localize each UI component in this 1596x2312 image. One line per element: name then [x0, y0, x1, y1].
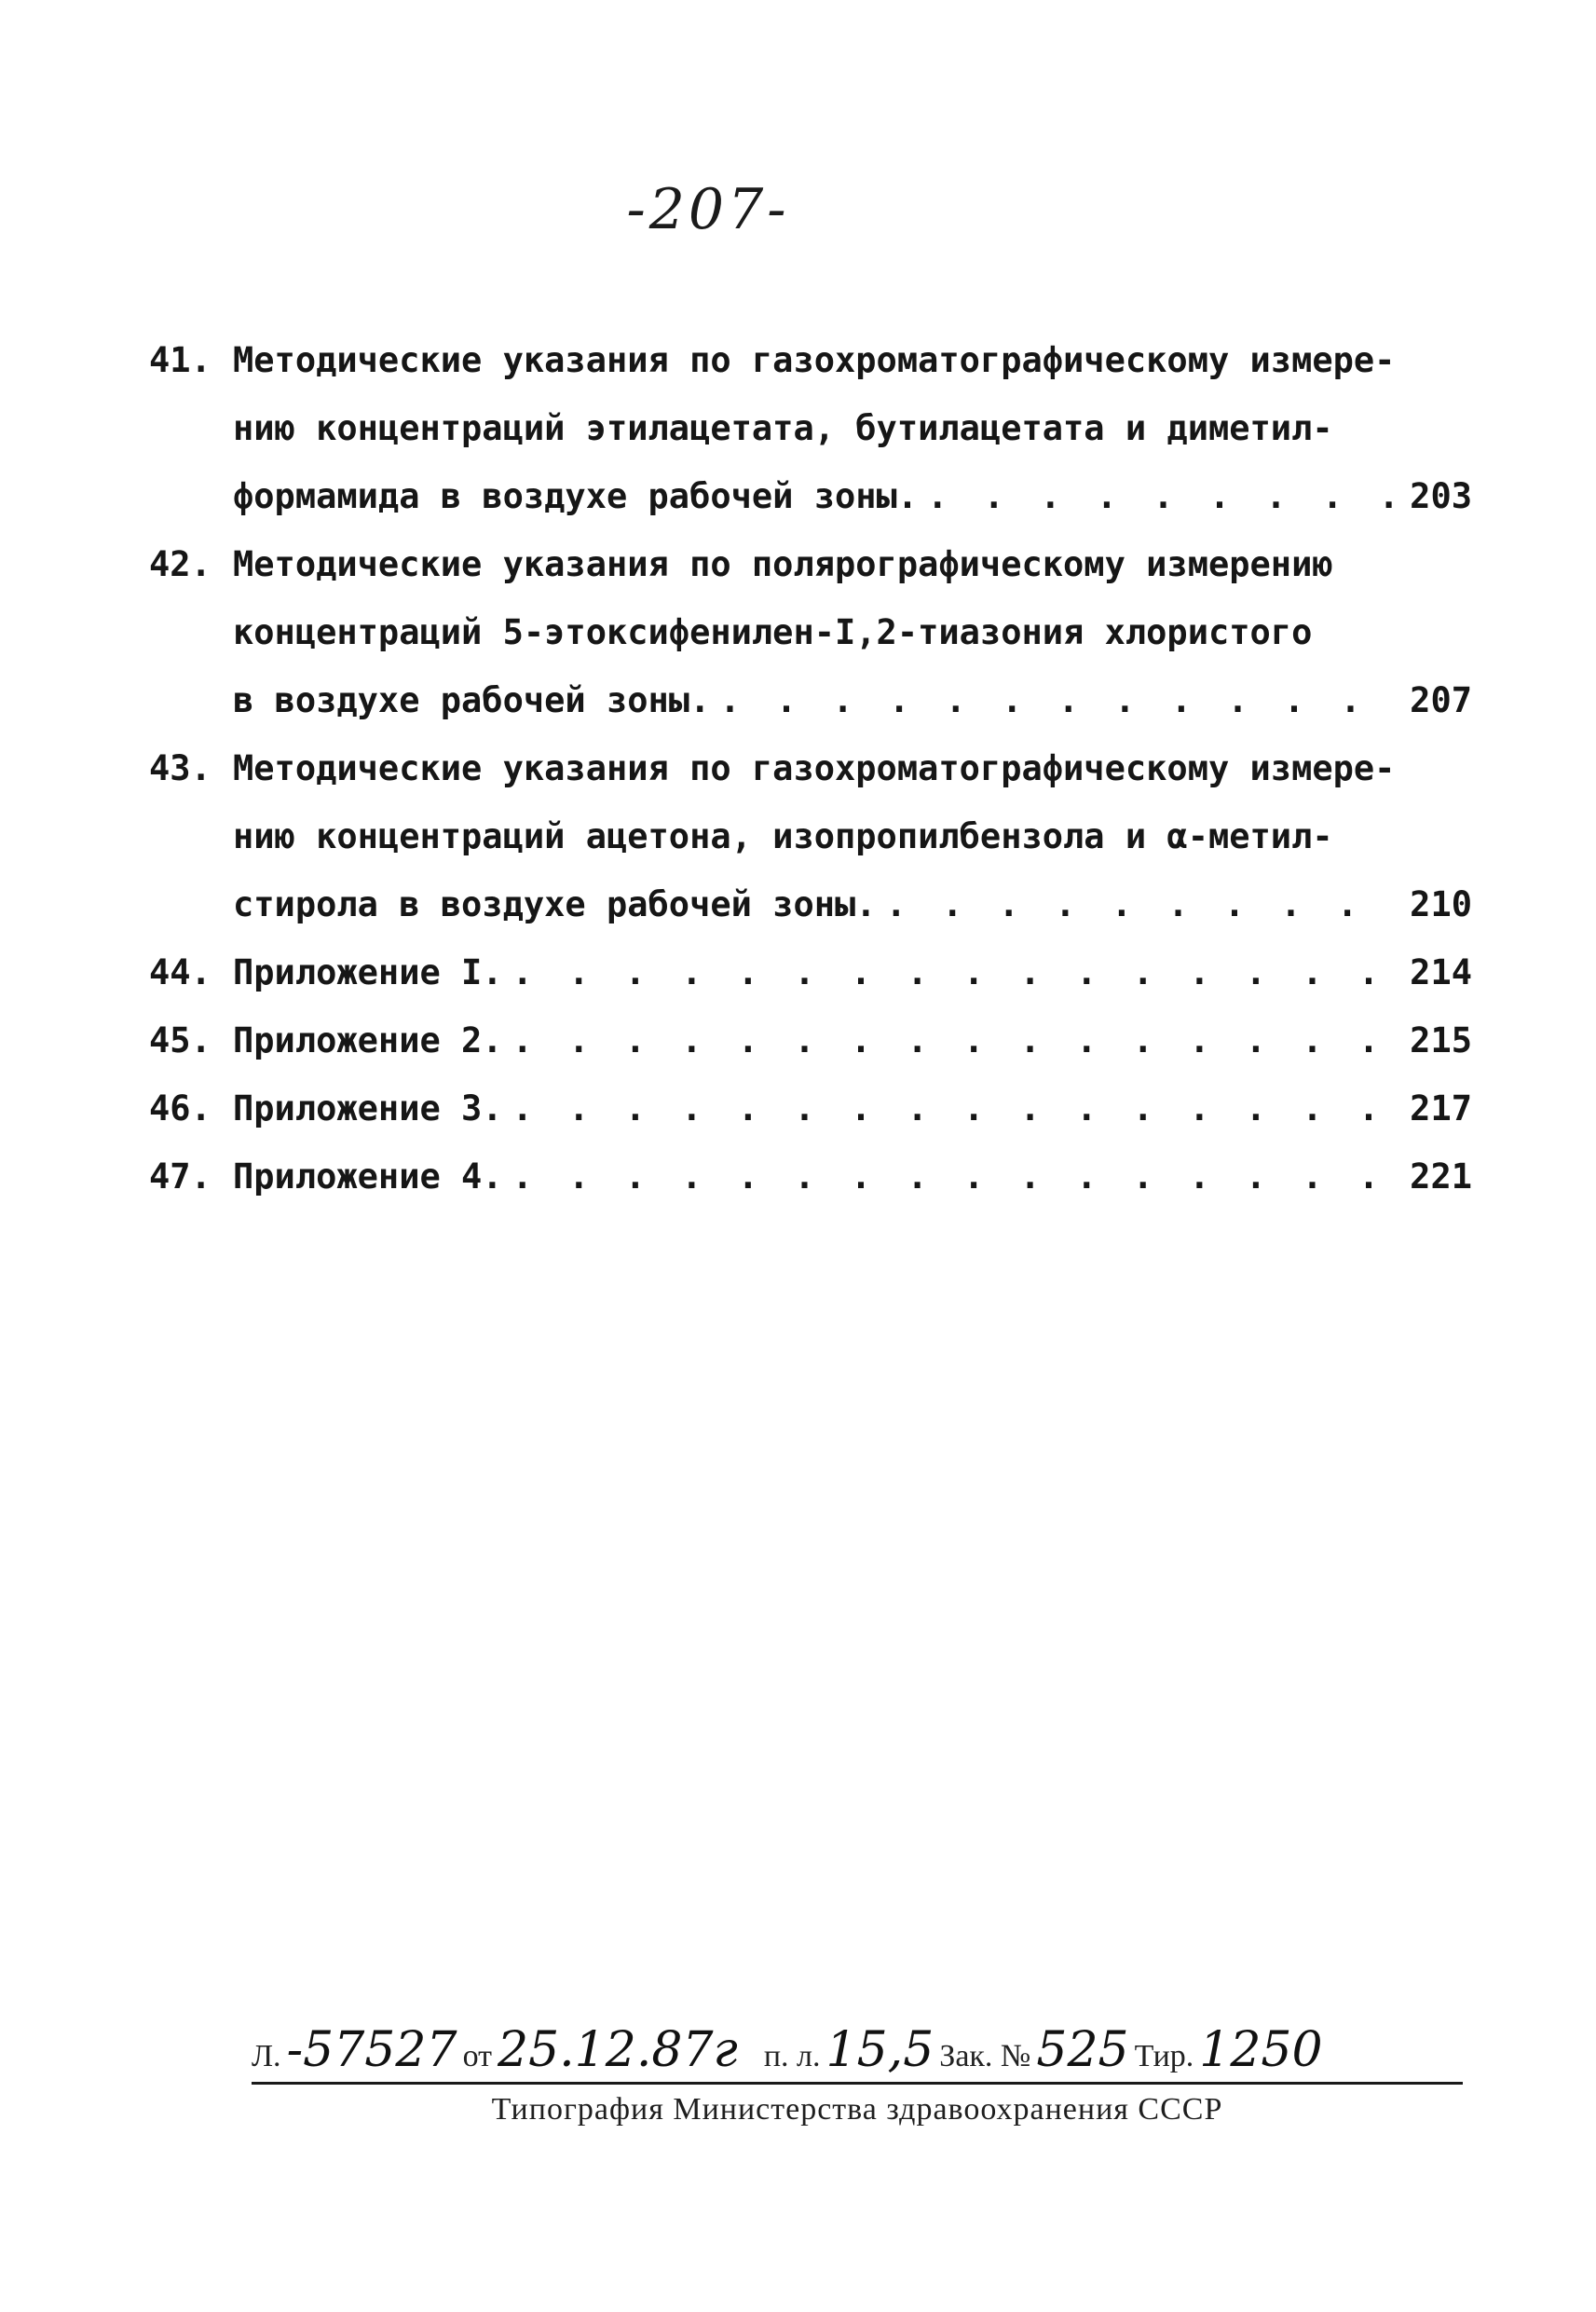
imprint-print-run-label: Тир. [1134, 2039, 1194, 2073]
page-number: -207- [626, 177, 790, 242]
imprint-pl-value: 15,5 [825, 2022, 934, 2078]
toc-entry-text [233, 1142, 1472, 1211]
imprint-from-label: от [462, 2039, 492, 2073]
toc-page-ref: 207 [1410, 680, 1472, 720]
toc-entry-title-end: Приложение 2. [233, 1020, 503, 1060]
toc-entry-number: 43. [149, 748, 211, 788]
toc-entry-number: 46. [149, 1088, 211, 1129]
toc-entry [149, 530, 1472, 734]
toc-entry-text [233, 1074, 1472, 1142]
toc-entry-text [233, 734, 1472, 938]
toc-entry-text [233, 938, 1472, 1006]
imprint-order-label: Зак. № [939, 2039, 1031, 2073]
dot-leader [918, 462, 1399, 530]
toc-entry-title-end: стирола в воздухе рабочей зоны. [233, 884, 877, 924]
toc-page-ref: 214 [1410, 952, 1472, 992]
toc-page-ref: 221 [1410, 1156, 1472, 1197]
toc-entry-number: 47. [149, 1156, 211, 1197]
toc-entry-text [233, 1006, 1472, 1074]
toc-entry-title-end: Приложение I. [233, 952, 503, 992]
imprint-line [252, 2022, 1463, 2085]
toc-page-ref: 203 [1410, 476, 1472, 516]
toc-entry-line: Методические указания по полярографическому измерению [233, 544, 1333, 584]
dot-leader [503, 1006, 1399, 1074]
toc-entry-text [233, 326, 1472, 530]
toc-entry-line: концентраций 5-этоксифенилен-I,2-тиазония хлористого [233, 612, 1313, 652]
toc-entry-line: Методические указания по газохроматографическому измере- [233, 340, 1396, 380]
toc-entry [149, 734, 1472, 938]
toc-page-ref: 215 [1410, 1020, 1472, 1060]
dot-leader [503, 938, 1399, 1006]
imprint-pl-label: п. л. [763, 2039, 821, 2073]
toc-page-ref: 210 [1410, 884, 1472, 924]
imprint-date-value: 25.12.87г [497, 2022, 738, 2078]
toc-entry-number: 41. [149, 340, 211, 380]
toc-entry-text [233, 530, 1472, 734]
toc-entry-last-line [233, 938, 1472, 1006]
toc-entry-number: 45. [149, 1020, 211, 1060]
toc-entry-line: Методические указания по газохроматографическому измере- [233, 748, 1396, 788]
toc-entry-title-end: формамида в воздухе рабочей зоны. [233, 476, 919, 516]
toc-entry-last-line [233, 1142, 1472, 1211]
toc-entry-title-end: Приложение 3. [233, 1088, 503, 1129]
imprint-l-value: -57527 [286, 2022, 457, 2078]
imprint-order-value: 525 [1036, 2022, 1129, 2078]
toc-entry-line: нию концентраций этилацетата, бутилацетата и диметил- [233, 408, 1333, 448]
toc-entry-title-end: Приложение 4. [233, 1156, 503, 1197]
dot-leader [503, 1142, 1399, 1211]
toc-entry-last-line [233, 870, 1472, 938]
toc-entry [149, 326, 1472, 530]
toc-entry-number: 44. [149, 952, 211, 992]
toc-entry [149, 938, 1472, 1006]
toc-entry-number: 42. [149, 544, 211, 584]
table-of-contents [149, 326, 1472, 1211]
toc-entry-title-end: в воздухе рабочей зоны. [233, 680, 711, 720]
toc-entry-line: нию концентраций ацетона, изопропилбензола и α-метил- [233, 816, 1333, 856]
dot-leader [710, 666, 1399, 734]
toc-entry-last-line [233, 1006, 1472, 1074]
toc-entry-last-line [233, 666, 1472, 734]
imprint [252, 2022, 1463, 2127]
toc-entry-last-line [233, 462, 1472, 530]
toc-entry [149, 1142, 1472, 1211]
imprint-l-label: Л. [252, 2039, 281, 2073]
dot-leader [877, 870, 1399, 938]
toc-entry [149, 1006, 1472, 1074]
dot-leader [503, 1074, 1399, 1142]
imprint-press-name: Типография Министерства здравоохранения СССР [491, 2092, 1223, 2127]
toc-entry-last-line [233, 1074, 1472, 1142]
imprint-print-run-value: 1250 [1199, 2022, 1323, 2078]
toc-entry [149, 1074, 1472, 1142]
toc-page-ref: 217 [1410, 1088, 1472, 1129]
